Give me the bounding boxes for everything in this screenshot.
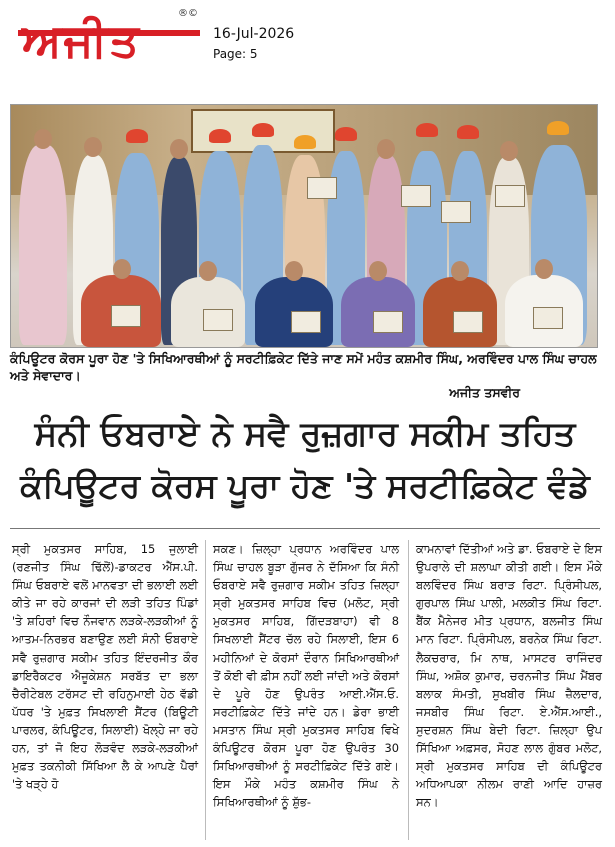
photo-turban bbox=[294, 135, 316, 149]
photo-head bbox=[170, 139, 188, 159]
photo-head bbox=[377, 139, 395, 159]
photo-head bbox=[451, 261, 469, 281]
caption-text: ਕੰਪਿਊਟਰ ਕੋਰਸ ਪੂਰਾ ਹੋਣ 'ਤੇ ਸਿਖਿਆਰਥੀਆਂ ਨੂੰ ਸਰਟੀਫ਼ਿਕੇਟ ਦਿੱਤੇ ਜਾਣ ਸਮੇਂ ਮਹੰਤ ਕਸ਼ਮੀਰ ਸਿੰਘ, ਅਰਵਿੰਦਰ ਪਾਲ ਸਿੰਘ ਚਾਹਲ ਅਤੇ ਸੇਵਾਦਾਰ। bbox=[10, 351, 597, 383]
page-number: Page: 5 bbox=[213, 47, 258, 61]
photo-certificate bbox=[453, 311, 483, 333]
news-photo bbox=[10, 104, 598, 348]
photo-head bbox=[500, 141, 518, 161]
photo-credit: ਅਜੀਤ ਤਸਵੀਰ bbox=[449, 385, 520, 400]
photo-head bbox=[535, 259, 553, 279]
photo-certificate bbox=[495, 185, 525, 207]
photo-turban bbox=[126, 129, 148, 143]
photo-certificate bbox=[203, 309, 233, 331]
photo-certificate bbox=[401, 185, 431, 207]
photo-head bbox=[34, 129, 52, 149]
photo-turban bbox=[457, 125, 479, 139]
column-divider bbox=[408, 540, 409, 840]
photo-caption bbox=[10, 350, 600, 401]
column-divider bbox=[205, 540, 206, 840]
newspaper-logo bbox=[8, 4, 198, 74]
photo-certificate bbox=[291, 311, 321, 333]
article-column-2: ਸਕਣ। ਜ਼ਿਲ੍ਹਾ ਪ੍ਰਧਾਨ ਅਰਵਿੰਦਰ ਪਾਲ ਸਿੰਘ ਚਾਹਲ ਬੂੜਾ ਗੁੱਜਰ ਨੇ ਦੱਸਿਆ ਕਿ ਸੰਨੀ ਓਬਰਾਏ ਸਵੈ ਰੁਜ਼ਗਾਰ ਸਕੀਮ ਤਹਿਤ ਜ਼ਿਲ੍ਹਾ ਸ੍ਰੀ ਮੁਕਤਸਰ ਸਾਹਿਬ ਵਿਚ (ਮਲੋਟ, ਸ੍ਰੀ ਮੁਕਤਸਰ ਸਾਹਿਬ, ਗਿੱਦੜਬਾਹਾ) ਵੀ 8 ਸਿਖਲਾਈ ਸੈਂਟਰ ਚੱਲ ਰਹੇ ਸਿਲਾਈ, ਇਸ 6 ਮਹੀਨਿਆਂ ਦੇ ਕੋਰਸਾਂ ਦੌਰਾਨ ਸਿਖਿਆਰਥੀਆਂ ਤੋਂ ਕੋਈ ਵੀ ਫ਼ੀਸ ਨਹੀਂ ਲਈ ਜਾਂਦੀ ਅਤੇ ਕੋਰਸਾਂ ਦੇ ਪੂਰੇ ਹੋਣ ਉਪਰੰਤ ਆਈ.ਐੱਸ.ਓ. ਸਰਟੀਫ਼ਿਕੇਟ ਦਿੱਤੇ ਜਾਂਦੇ ਹਨ। ਡੇਰਾ ਭਾਈ ਮਸਤਾਨ ਸਿੰਘ ਸ੍ਰੀ ਮੁਕਤਸਰ ਸਾਹਿਬ ਵਿਖੇ ਕੰਪਿਊਟਰ ਕੋਰਸ ਪੂਰਾ ਹੋਣ ਉਪਰੰਤ 30 ਸਿਖਿਆਰਥੀਆਂ ਨੂੰ ਸਰਟੀਫ਼ਿਕੇਟ ਦਿੱਤੇ ਗਏ। ਇਸ ਮੌਕੇ ਮਹੰਤ ਕਸ਼ਮੀਰ ਸਿੰਘ ਨੇ ਸਿਖਿਆਰਥੀਆਂ ਨੂੰ ਸ਼ੁੱਭ- bbox=[213, 542, 399, 810]
photo-person bbox=[19, 145, 67, 345]
photo-head bbox=[285, 261, 303, 281]
photo-certificate bbox=[533, 307, 563, 329]
photo-turban bbox=[209, 129, 231, 143]
article-column-1: ਸ੍ਰੀ ਮੁਕਤਸਰ ਸਾਹਿਬ, 15 ਜੁਲਾਈ (ਰਣਜੀਤ ਸਿੰਘ ਢਿੱਲੋਂ)-ਡਾਕਟਰ ਐੱਸ.ਪੀ. ਸਿੰਘ ਓਬਰਾਏ ਵਲੋਂ ਮਾਨਵਤਾ ਦੀ ਭਲਾਈ ਲਈ ਕੀਤੇ ਜਾ ਰਹੇ ਕਾਰਜਾਂ ਦੀ ਲੜੀ ਤਹਿਤ ਪਿੰਡਾਂ 'ਤੇ ਸ਼ਹਿਰਾਂ ਵਿਚ ਨੌਜਵਾਨ ਲੜਕੇ-ਲੜਕੀਆਂ ਨੂੰ ਆਤਮ-ਨਿਰਭਰ ਬਣਾਉਣ ਲਈ ਸੰਨੀ ਓਬਰਾਏ ਸਵੈ ਰੁਜ਼ਗਾਰ ਸਕੀਮ ਤਹਿਤ ਇੰਦਰਜੀਤ ਕੌਰ ਡਾਇਰੈਕਟਰ ਐਜੂਕੇਸ਼ਨ ਸਰਬੱਤ ਦਾ ਭਲਾ ਚੈਰੀਟੇਬਲ ਟਰੱਸਟ ਦੀ ਰਹਿਨੁਮਾਈ ਹੇਠ ਵੱਡੀ ਪੱਧਰ 'ਤੇ ਮੁਫ਼ਤ ਸਿਖਲਾਈ ਸੈਂਟਰ (ਬਿਊਟੀ ਪਾਰਲਰ, ਕੰਪਿਊਟਰ, ਸਿਲਾਈ) ਖੋਲ੍ਹੇ ਜਾ ਰਹੇ ਹਨ, ਤਾਂ ਜੋ ਇਹ ਲੋੜਵੰਦ ਲੜਕੇ-ਲੜਕੀਆਂ ਮੁਫ਼ਤ ਤਕਨੀਕੀ ਸਿੱਖਿਆ ਲੈ ਕੇ ਆਪਣੇ ਪੈਰਾਂ 'ਤੇ ਖੜ੍ਹੇ ਹੋ bbox=[12, 542, 198, 792]
photo-turban bbox=[416, 123, 438, 137]
headline-divider bbox=[10, 528, 600, 529]
photo-head bbox=[84, 137, 102, 157]
photo-certificate bbox=[111, 305, 141, 327]
photo-certificate bbox=[441, 201, 471, 223]
headline-line-1: ਸੰਨੀ ਓਬਰਾਏ ਨੇ ਸਵੈ ਰੁਜ਼ਗਾਰ ਸਕੀਮ ਤਹਿਤ bbox=[34, 414, 576, 454]
photo-turban bbox=[335, 127, 357, 141]
photo-certificate bbox=[373, 311, 403, 333]
photo-turban bbox=[547, 121, 569, 135]
issue-date: 16-Jul-2026 bbox=[213, 26, 295, 42]
registered-mark: ®© bbox=[178, 8, 198, 19]
photo-head bbox=[369, 261, 387, 281]
photo-turban bbox=[252, 123, 274, 137]
photo-head bbox=[199, 261, 217, 281]
masthead bbox=[0, 0, 615, 92]
headline-line-2: ਕੰਪਿਊਟਰ ਕੋਰਸ ਪੂਰਾ ਹੋਣ 'ਤੇ ਸਰਟੀਫ਼ਿਕੇਟ ਵੰਡੇ bbox=[20, 466, 590, 505]
photo-certificate bbox=[307, 177, 337, 199]
logo-text: ਅਜੀਤ bbox=[22, 13, 141, 67]
article-column-3: ਕਾਮਨਾਵਾਂ ਦਿੱਤੀਆਂ ਅਤੇ ਡਾ. ਓਬਰਾਏ ਦੇ ਇਸ ਉਪਰਾਲੇ ਦੀ ਸ਼ਲਾਘਾ ਕੀਤੀ ਗਈ। ਇਸ ਮੌਕੇ ਬਲਵਿੰਦਰ ਸਿੰਘ ਬਰਾੜ ਰਿਟਾ. ਪ੍ਰਿੰਸੀਪਲ, ਗੁਰਪਾਲ ਸਿੰਘ ਪਾਲੀ, ਮਲਕੀਤ ਸਿੰਘ ਰਿਟਾ. ਬੈਂਕ ਮੈਨੇਜਰ ਮੀਤ ਪ੍ਰਧਾਨ, ਬਲਜੀਤ ਸਿੰਘ ਮਾਨ ਰਿਟਾ. ਪ੍ਰਿੰਸੀਪਲ, ਬਰਨੇਕ ਸਿੰਘ ਰਿਟਾ. ਲੈਕਚਰਾਰ, ਮਿ ਨਾਥ, ਮਾਸਟਰ ਰਾਜਿੰਦਰ ਸਿੰਘ, ਅਸ਼ੋਕ ਕੁਮਾਰ, ਚਰਨਜੀਤ ਸਿੰਘ ਮੈਂਬਰ ਬਲਾਕ ਸੰਮਤੀ, ਸੁਖਬੀਰ ਸਿੰਘ ਜ਼ੈਲਦਾਰ, ਜਸਬੀਰ ਸਿੰਘ ਰਿਟਾ. ਏ.ਐੱਸ.ਆਈ., ਸੁਦਰਸ਼ਨ ਸਿੰਘ ਬੇਦੀ ਰਿਟਾ. ਜ਼ਿਲ੍ਹਾ ਉਪ ਸਿੱਖਿਆ ਅਫ਼ਸਰ, ਸੋਹਣ ਲਾਲ ਗੁੰਬਰ ਮਲੋਟ, ਸ੍ਰੀ ਮੁਕਤਸਰ ਸਾਹਿਬ ਦੀ ਕੰਪਿਊਟਰ ਅਧਿਆਪਕਾ ਨੀਲਮ ਰਾਣੀ ਆਦਿ ਹਾਜ਼ਰ ਸਨ। bbox=[416, 542, 602, 810]
photo-head bbox=[113, 259, 131, 279]
